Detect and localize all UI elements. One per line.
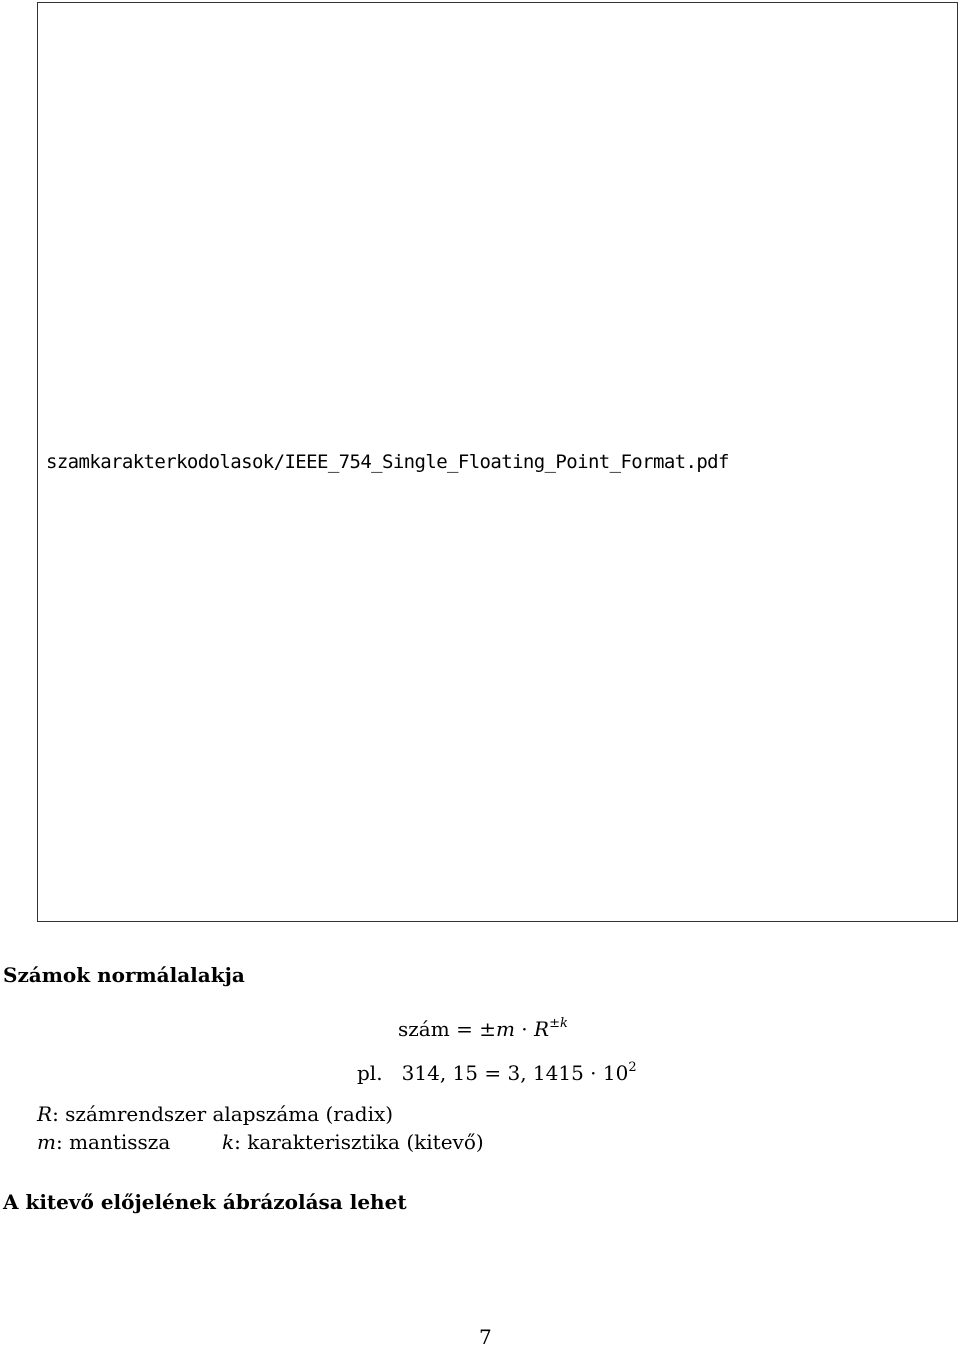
formula-dot: · [521,1017,528,1041]
definition-radix-text: : számrendszer alapszáma (radix) [52,1102,394,1126]
definition-mantissa-symbol: m [37,1130,56,1154]
example-equals: = [484,1061,502,1085]
example-lhs: 314, 15 [401,1061,478,1085]
definition-radix-symbol: R [37,1102,53,1126]
formula-pm: ± [479,1017,496,1041]
example-prefix: pl. [357,1061,383,1085]
section-title-exponent-sign: A kitevő előjelének ábrázolása lehet [3,1190,407,1214]
figure-file-path: szamkarakterkodolasok/IEEE_754_Single_Floating_Point_Format.pdf [46,451,729,473]
formula-exponent: ±k [549,1016,568,1031]
definition-mantissa-text: : mantissza [55,1130,171,1154]
example-base: 10 [602,1061,629,1085]
definition-exponent [222,1130,484,1154]
figure-placeholder [37,2,958,922]
definition-mantissa [37,1130,170,1154]
example-dot: · [590,1061,597,1085]
definition-radix [37,1102,393,1126]
normal-form-formula [398,1017,568,1041]
formula-m: m [495,1017,515,1041]
example-formula [357,1061,637,1085]
formula-equals: = [456,1017,473,1041]
formula-lhs: szám [398,1017,450,1041]
section-title-normal-form: Számok normálalakja [3,963,245,987]
definition-exponent-symbol: k [222,1130,235,1154]
page-number: 7 [479,1325,492,1349]
formula-R: R [534,1017,550,1041]
example-mantissa: 3, 1415 [507,1061,584,1085]
example-exponent: 2 [628,1060,637,1075]
definition-exponent-text: : karakterisztika (kitevő) [234,1130,484,1154]
